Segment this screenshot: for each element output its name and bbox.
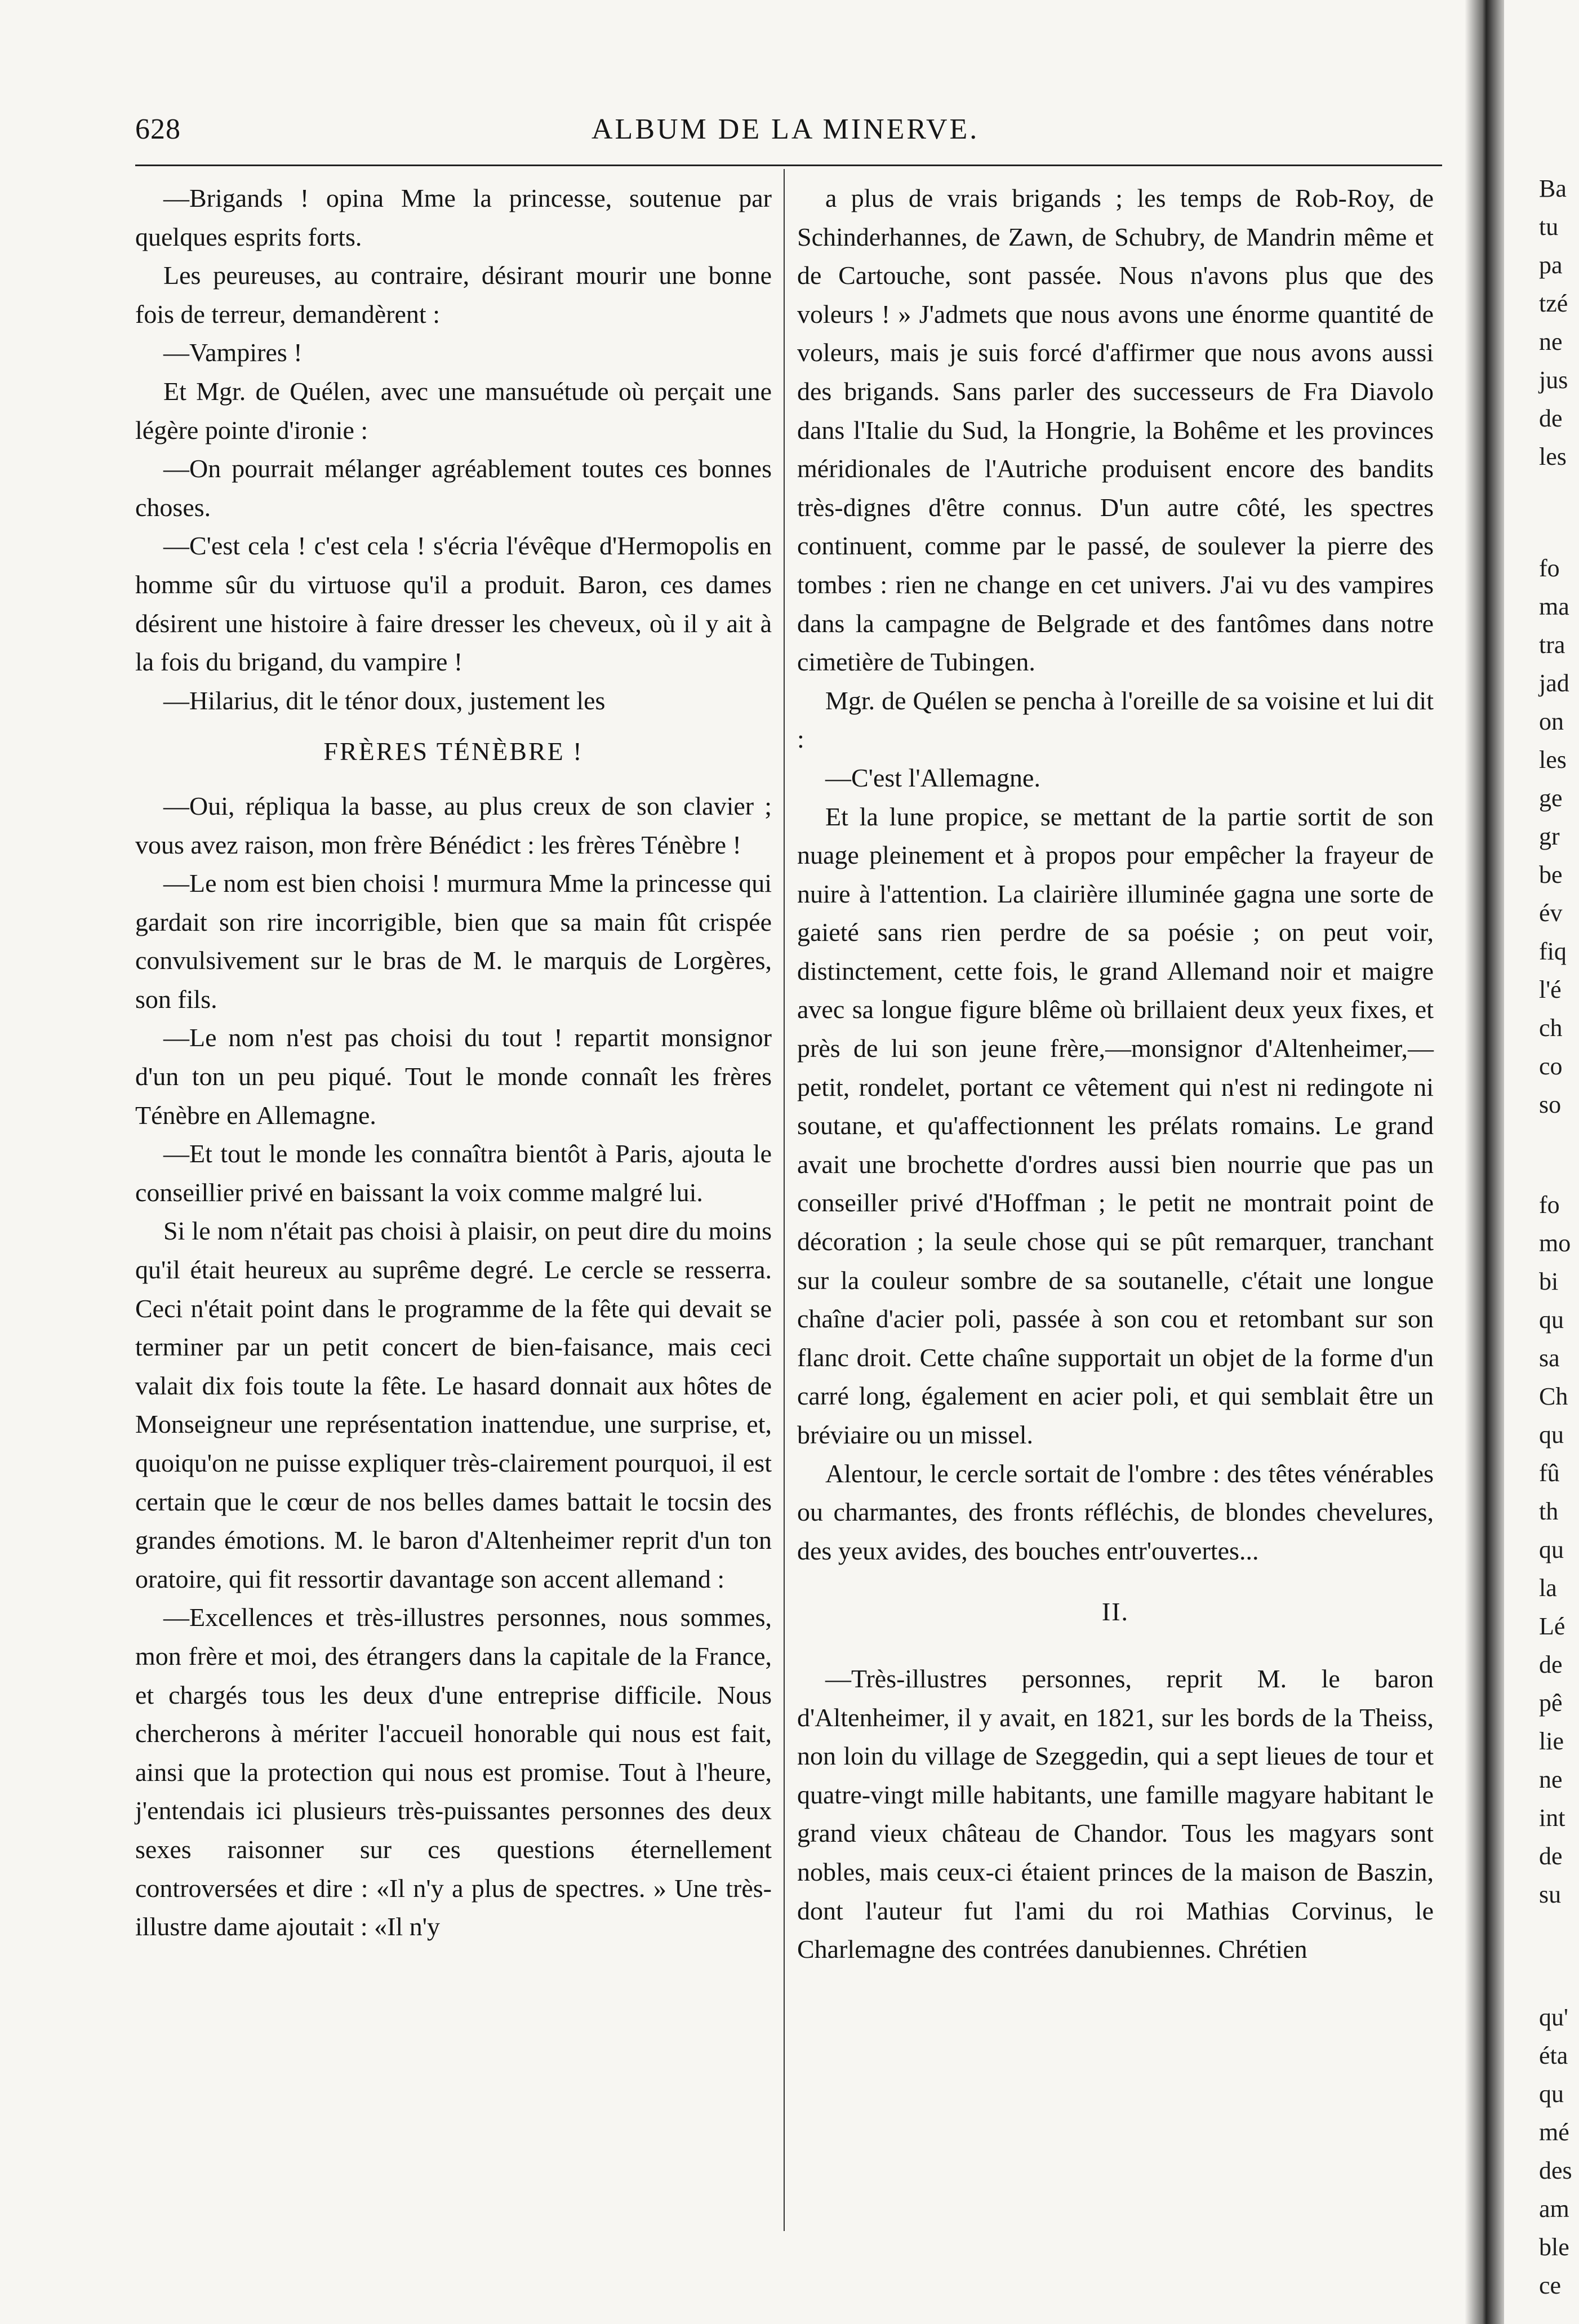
section-heading: FRÈRES TÉNÈBRE ! <box>323 737 584 766</box>
adjacent-page-fragment: de <box>1539 1842 1563 1870</box>
adjacent-page-fragment: th <box>1539 1498 1559 1525</box>
paragraph: —On pourrait mélanger agréablement toutes ces bonnes choses. <box>135 454 772 522</box>
adjacent-page-fragment: bi <box>1539 1268 1559 1295</box>
adjacent-page-fragment: fiq <box>1539 937 1567 965</box>
adjacent-page-fragment: tu <box>1539 213 1559 241</box>
paragraph: Et Mgr. de Quélen, avec une mansuétude où perçait une légère pointe d'ironie : <box>135 376 772 445</box>
adjacent-page-fragment: qu <box>1539 1421 1564 1448</box>
adjacent-page-fragment: tra <box>1539 631 1565 659</box>
adjacent-page-fragment: des <box>1539 2157 1572 2184</box>
header-rule <box>135 165 1442 166</box>
adjacent-page-fragment: am <box>1539 2195 1569 2223</box>
adjacent-page-fragment: ma <box>1539 593 1569 620</box>
adjacent-page-fragment: pê <box>1539 1689 1563 1717</box>
adjacent-page-fragment: fo <box>1539 554 1560 582</box>
running-title: ALBUM DE LA MINERVE. <box>591 113 980 145</box>
paragraph: —C'est l'Allemagne. <box>825 763 1040 792</box>
paragraph: —Oui, répliqua la basse, au plus creux de son clavier ; vous avez raison, mon frère Bénédict : les frères Ténèbre ! <box>135 791 772 859</box>
paragraph: Mgr. de Quélen se pencha à l'oreille de sa voisine et lui dit : <box>797 686 1434 754</box>
adjacent-page-fragment: co <box>1539 1052 1563 1080</box>
adjacent-page-fragment: les <box>1539 443 1567 470</box>
adjacent-page-fragment: mo <box>1539 1229 1571 1257</box>
paragraph: Et la lune propice, se mettant de la partie sortit de son nuage pleinement et à propos pour empêcher la frayeur de nuire à l'attention. La clairière illuminée gagna une sorte de gaieté sans rien perdre de sa poésie ; on peut voir, distinctement, cette fois, le grand Allemand noir et maigre avec sa longue figure blême où brillaient deux yeux fixes, et près de lui son jeune frère,—monsignor d'Altenheimer,—petit, rondelet, portant ce vêtement qui n'est ni redingote ni soutane, et qu'affectionnent les prélats romains. Le grand avait une brochette d'ordres aussi bien nourrie que pas un conseiller privé d'Hoffman ; le petit ne montrait point de décoration ; la seule chose qui se pût remarquer, tranchant sur la couleur sombre de sa soutanelle, c'était une longue chaîne d'acier poli, passée à son cou et retombant sur son flanc droit. Cette chaîne supportait un objet de la forme d'un carré long, également en acier poli, et qui semblait être un bréviaire ou un missel. <box>797 802 1434 1449</box>
adjacent-page-fragment: lie <box>1539 1727 1564 1755</box>
adjacent-page-fragment: qu <box>1539 1306 1564 1334</box>
column-divider <box>784 169 785 2231</box>
page-number: 628 <box>135 113 181 145</box>
paragraph: —Et tout le monde les connaîtra bientôt à Paris, ajouta le conseillier privé en baissant la voix comme malgré lui. <box>135 1139 772 1207</box>
adjacent-page-fragment: qu <box>1539 1536 1564 1563</box>
adjacent-page-fragment: su <box>1539 1881 1562 1908</box>
adjacent-page-fragment: qu <box>1539 2080 1564 2108</box>
adjacent-page-fragment: pa <box>1539 251 1563 279</box>
right-column <box>797 179 1434 2230</box>
adjacent-page-fragment: l'é <box>1539 976 1562 1003</box>
paragraph: —Hilarius, dit le ténor doux, justement les <box>163 686 606 715</box>
paragraph: Si le nom n'était pas choisi à plaisir, on peut dire du moins qu'il était heureux au suprême degré. Le cercle se resserra. Ceci n'était point dans le programme de la fête qui devait se terminer par un petit concert de bien-faisance, mais ceci valait dix fois toute la fête. Le hasard donnait aux hôtes de Monseigneur une représentation inattendue, une surprise, et, quoiqu'on ne puisse expliquer très-clairement pourquoi, il est certain que le cœur de nos belles dames battait le tocsin des grandes émotions. M. le baron d'Altenheimer reprit d'un ton oratoire, qui fit ressortir davantage son accent allemand : <box>135 1216 772 1593</box>
adjacent-page-fragment: Ch <box>1539 1383 1568 1410</box>
adjacent-page-fragment: Ba <box>1539 175 1567 202</box>
left-column <box>135 179 772 2230</box>
adjacent-page-fragment: ce <box>1539 2272 1562 2299</box>
paragraph: a plus de vrais brigands ; les temps de Rob-Roy, de Schinderhannes, de Zawn, de Schubry, de Mandrin même et de Cartouche, sont passée. Nous n'avons plus que des voleurs ! » J'admets que nous avons une énorme quantité de voleurs, mais je suis forcé d'affirmer que nous avons aussi des brigands. Sans parler des successeurs de Fra Diavolo dans l'Italie du Sud, la Hongrie, la Bohême et les provinces méridionales de l'Autriche produisent encore des bandits très-dignes d'être connus. D'un autre côté, les spectres continuent, comme par le passé, de soulever la pierre des tombes : rien ne change en cet univers. J'ai vu des vampires dans la campagne de Belgrade et des fantômes dans notre cimetière de Tubingen. <box>797 184 1434 677</box>
adjacent-page-fragment: so <box>1539 1091 1562 1118</box>
paragraph: —Le nom est bien choisi ! murmura Mme la princesse qui gardait son rire incorrigible, bien que sa main fût crispée convulsivement sur le bras de M. le marquis de Lorgères, son fils. <box>135 869 772 1014</box>
adjacent-page-fragment: les <box>1539 746 1567 774</box>
adjacent-page-fragment: gr <box>1539 823 1560 850</box>
adjacent-page-fragment: év <box>1539 899 1563 927</box>
adjacent-page-fragment: int <box>1539 1804 1565 1832</box>
adjacent-page-fragment: fo <box>1539 1191 1560 1219</box>
adjacent-page-fragment: ble <box>1539 2233 1569 2261</box>
adjacent-page-fragment: de <box>1539 1651 1563 1678</box>
adjacent-page-fragment: Lé <box>1539 1612 1565 1640</box>
paragraph: —Le nom n'est pas choisi du tout ! repartit monsignor d'un ton un peu piqué. Tout le monde connaît les frères Ténèbre en Allemagne. <box>135 1023 772 1130</box>
page-header <box>135 113 1442 158</box>
paragraph: —Excellences et très-illustres personnes, nous sommes, mon frère et moi, des étrangers dans la capitale de la France, et chargés tous les deux d'une entreprise difficile. Nous chercherons à mériter l'accueil honorable qui nous est fait, ainsi que la protection qui nous est promise. Tout à l'heure, j'entendais ici plusieurs très-puissantes personnes des deux sexes raisonner sur ces questions éternellement controversées et dire : «Il n'y a plus de spectres. » Une très-illustre dame ajoutait : «Il n'y <box>135 1603 772 1941</box>
adjacent-page-fragment: jus <box>1539 366 1568 394</box>
adjacent-page-fragment: de <box>1539 405 1563 432</box>
paragraph: —Très-illustres personnes, reprit M. le baron d'Altenheimer, il y avait, en 1821, sur les bords de la Theiss, non loin du village de Szeggedin, qui a sept lieues de tour et quatre-vingt mille habitants, une famille magyare habitant le grand vieux château de Chandor. Tous les magyars sont nobles, mais ceux-ci étaient princes de la maison de Baszin, dont l'auteur fut l'ami du roi Mathias Corvinus, le Charlemagne des contrées danubiennes. Chrétien <box>797 1664 1434 1964</box>
paragraph: —C'est cela ! c'est cela ! s'écria l'évêque d'Hermopolis en homme sûr du virtuose qu'il a produit. Baron, ces dames désirent une histoire à faire dresser les cheveux, où il y ait à la fois du brigand, du vampire ! <box>135 531 772 677</box>
adjacent-page-fragment: mé <box>1539 2118 1569 2146</box>
paragraph: —Vampires ! <box>163 338 303 367</box>
adjacent-page-fragment: ne <box>1539 328 1563 356</box>
adjacent-page-fragment: tzé <box>1539 290 1568 317</box>
adjacent-page-fragment: éta <box>1539 2042 1568 2069</box>
section-numeral: II. <box>1101 1597 1129 1627</box>
paragraph: —Brigands ! opina Mme la princesse, soutenue par quelques esprits forts. <box>135 184 772 251</box>
adjacent-page-fragment: qu' <box>1539 2003 1568 2031</box>
paragraph: Alentour, le cercle sortait de l'ombre : des têtes vénérables ou charmantes, des fronts réfléchis, de blondes chevelures, des yeux avides, des bouches entr'ouvertes... <box>797 1459 1434 1565</box>
adjacent-page-fragment: fû <box>1539 1459 1560 1487</box>
adjacent-page-fragment: sa <box>1539 1344 1560 1372</box>
adjacent-page-fragment: on <box>1539 708 1564 735</box>
adjacent-page-fragment: ne <box>1539 1766 1563 1793</box>
adjacent-page-fragment: ge <box>1539 784 1563 812</box>
adjacent-page-fragment: jad <box>1539 669 1569 697</box>
paragraph: Les peureuses, au contraire, désirant mourir une bonne fois de terreur, demandèrent : <box>135 261 772 328</box>
adjacent-page-fragment: ch <box>1539 1014 1563 1042</box>
adjacent-page-fragment: la <box>1539 1574 1557 1602</box>
adjacent-page-fragment: be <box>1539 861 1563 888</box>
adjacent-page-strip <box>1498 141 1579 2299</box>
